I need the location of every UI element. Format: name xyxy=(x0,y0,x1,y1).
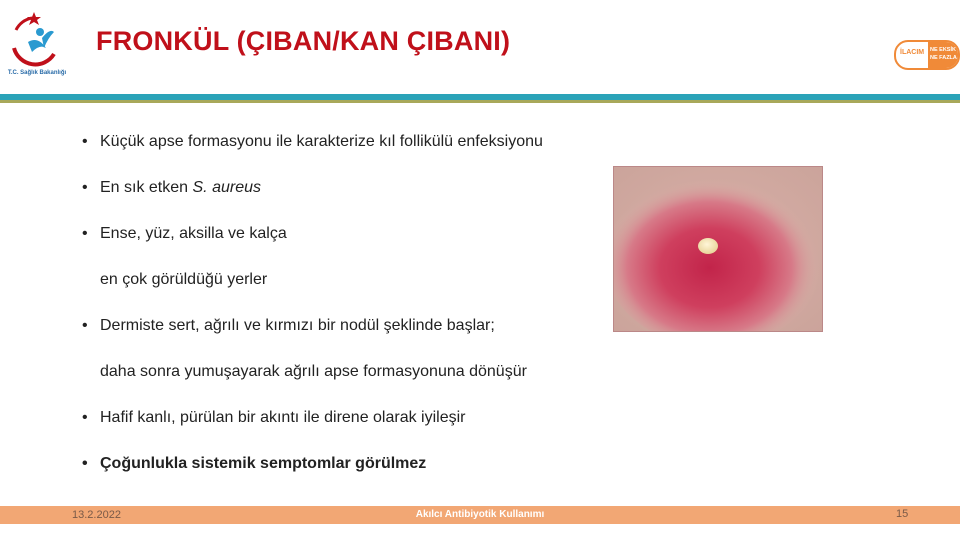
bullet-item-5 xyxy=(82,409,466,427)
bullet-item-1 xyxy=(82,133,543,151)
bullet-text: Küçük apse formasyonu ile karakterize kıl follikülü enfeksiyonu xyxy=(100,133,543,150)
bullet-icon: • xyxy=(82,455,88,472)
bullet-icon: • xyxy=(82,133,88,150)
furuncle-photo xyxy=(613,166,823,332)
bullet-item-3-continuation: en çok görüldüğü yerler xyxy=(100,271,268,288)
bullet-item-6 xyxy=(82,455,426,473)
furuncle-image-icon xyxy=(614,167,822,331)
campaign-logo xyxy=(894,40,960,70)
bullet-text: En sık etken xyxy=(100,179,193,196)
bullet-item-4 xyxy=(82,317,495,335)
bullet-text: Ense, yüz, aksilla ve kalça xyxy=(100,225,287,242)
footer-title: Akılcı Antibiyotik Kullanımı xyxy=(415,509,545,520)
header-divider-olive xyxy=(0,100,960,103)
bullet-icon: • xyxy=(82,317,88,334)
campaign-logo-right-text xyxy=(928,42,958,68)
bullet-text: Çoğunlukla sistemik semptomlar görülmez xyxy=(100,455,427,472)
bullet-item-3 xyxy=(82,225,287,243)
ministry-emblem-icon xyxy=(2,8,72,70)
ministry-logo xyxy=(2,8,72,88)
bullet-icon: • xyxy=(82,179,88,196)
bullet-icon: • xyxy=(82,225,88,242)
campaign-logo-line-1: NE EKSİK xyxy=(930,47,956,53)
footer-date: 13.2.2022 xyxy=(72,509,121,521)
page-number: 15 xyxy=(896,508,909,520)
page-title: FRONKÜL (ÇIBAN/KAN ÇIBANI) xyxy=(96,26,511,56)
bullet-text: Hafif kanlı, pürülan bir akıntı ile direne olarak iyileşir xyxy=(100,409,466,426)
bullet-item-2 xyxy=(82,179,261,197)
ministry-name: T.C. Sağlık Bakanlığı xyxy=(7,70,67,76)
bullet-icon: • xyxy=(82,409,88,426)
bullet-text: Dermiste sert, ağrılı ve kırmızı bir nodül şeklinde başlar; xyxy=(100,317,495,334)
bullet-italic-text: S. aureus xyxy=(192,179,261,196)
bullet-item-4-continuation: daha sonra yumuşayarak ağrılı apse formasyonuna dönüşür xyxy=(100,363,527,380)
campaign-logo-left-text: İLACIM xyxy=(900,49,925,56)
footer-bar xyxy=(0,506,960,524)
campaign-logo-line-2: NE FAZLA xyxy=(930,55,957,61)
